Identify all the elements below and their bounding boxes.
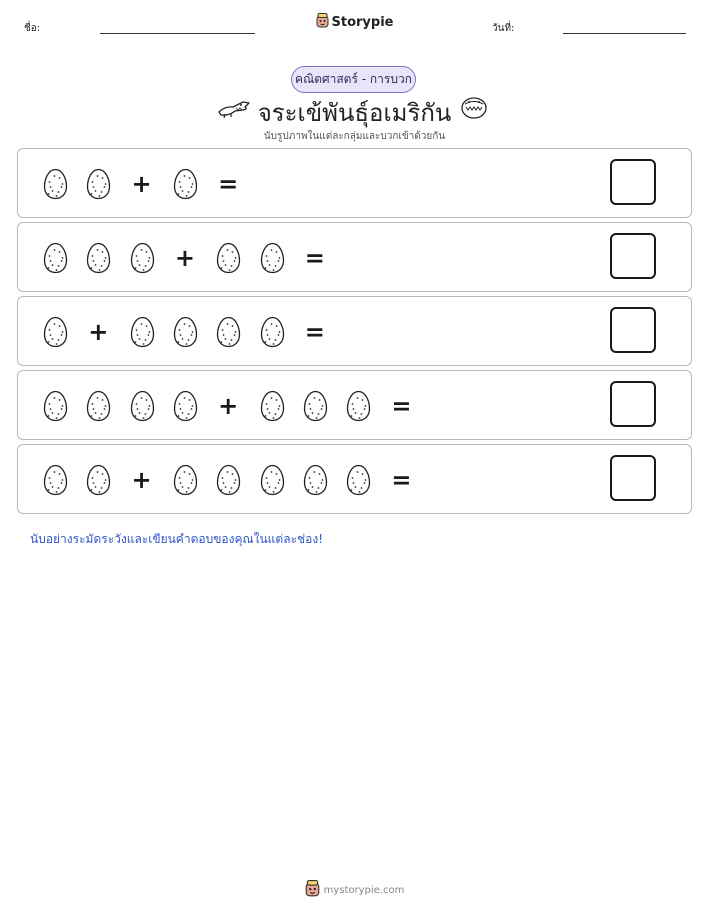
egg-icon xyxy=(86,149,111,219)
answer-box[interactable] xyxy=(610,233,656,279)
egg-icon xyxy=(43,297,68,367)
subject-badge: คณิตศาสตร์ - การบวก xyxy=(291,66,416,93)
egg-icon xyxy=(260,223,285,293)
site-footer xyxy=(0,880,709,900)
answer-box[interactable] xyxy=(610,455,656,501)
egg-icon xyxy=(260,371,285,441)
equals-sign: = xyxy=(304,244,325,272)
name-line[interactable] xyxy=(100,33,255,34)
egg-icon xyxy=(86,371,111,441)
egg-icon xyxy=(173,297,198,367)
egg-icon xyxy=(303,445,328,515)
egg-icon xyxy=(346,371,371,441)
egg-icon xyxy=(173,445,198,515)
problem-row-5 xyxy=(17,444,692,514)
egg-icon xyxy=(86,445,111,515)
problem-row-4 xyxy=(17,370,692,440)
egg-icon xyxy=(216,223,241,293)
egg-icon xyxy=(303,371,328,441)
answer-box[interactable] xyxy=(610,159,656,205)
egg-icon xyxy=(43,445,68,515)
problem-row-3 xyxy=(17,296,692,366)
egg-icon xyxy=(43,223,68,293)
egg-icon xyxy=(260,297,285,367)
egg-icon xyxy=(173,371,198,441)
site-url: mystorypie.com xyxy=(323,885,405,896)
answer-box[interactable] xyxy=(610,307,656,353)
plus-sign: + xyxy=(174,244,195,272)
equals-sign: = xyxy=(304,318,325,346)
plus-sign: + xyxy=(218,392,239,420)
footer-note: นับอย่างระมัดระวังและเขียนคำตอบของคุณในแต่ละช่อง! xyxy=(30,532,324,546)
storypie-logo-icon xyxy=(316,13,329,32)
name-label: ชื่อ: xyxy=(24,23,41,34)
plus-sign: + xyxy=(88,318,109,346)
plus-sign: + xyxy=(131,170,152,198)
instructions: นับรูปภาพในแต่ละกลุ่มและบวกเข้าด้วยกัน xyxy=(263,131,446,142)
storypie-logo-icon xyxy=(305,880,320,900)
alligator-head-icon xyxy=(460,95,488,125)
brand-name: Storypie xyxy=(331,15,394,30)
egg-icon xyxy=(346,445,371,515)
egg-icon xyxy=(216,445,241,515)
page-title: จระเข้พันธุ์อเมริกัน xyxy=(257,99,452,127)
equals-sign: = xyxy=(391,392,412,420)
egg-icon xyxy=(43,371,68,441)
problem-row-2 xyxy=(17,222,692,292)
egg-icon xyxy=(216,297,241,367)
egg-icon xyxy=(173,149,198,219)
egg-icon xyxy=(130,297,155,367)
brand xyxy=(0,13,709,32)
problem-row-1 xyxy=(17,148,692,218)
egg-icon xyxy=(86,223,111,293)
egg-icon xyxy=(260,445,285,515)
egg-icon xyxy=(43,149,68,219)
date-label: วันที่: xyxy=(492,23,515,34)
plus-sign: + xyxy=(131,466,152,494)
egg-icon xyxy=(130,223,155,293)
date-line[interactable] xyxy=(563,33,686,34)
answer-box[interactable] xyxy=(610,381,656,427)
egg-icon xyxy=(130,371,155,441)
equals-sign: = xyxy=(391,466,412,494)
equals-sign: = xyxy=(218,170,239,198)
